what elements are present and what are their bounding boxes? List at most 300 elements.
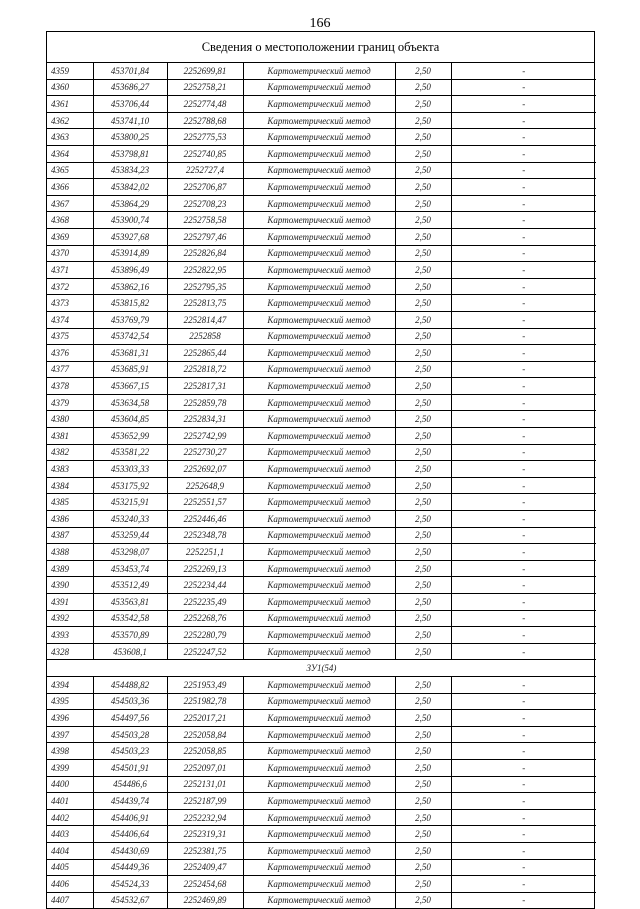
point-number-cell: 4366 bbox=[47, 179, 93, 196]
table-row bbox=[47, 112, 596, 129]
x-coordinate-cell: 453259,44 bbox=[93, 527, 167, 544]
point-number-cell: 4400 bbox=[47, 776, 93, 793]
y-coordinate-cell: 2252269,13 bbox=[167, 560, 243, 577]
point-number-cell: 4386 bbox=[47, 511, 93, 528]
accuracy-cell: 2,50 bbox=[395, 245, 451, 262]
accuracy-cell: 2,50 bbox=[395, 892, 451, 908]
note-cell: - bbox=[451, 145, 596, 162]
point-number-cell: 4397 bbox=[47, 726, 93, 743]
method-cell: Картометрический метод bbox=[243, 627, 395, 644]
point-number-cell: 4359 bbox=[47, 63, 93, 79]
note-cell: - bbox=[451, 876, 596, 893]
x-coordinate-cell: 453741,10 bbox=[93, 112, 167, 129]
method-cell: Картометрический метод bbox=[243, 79, 395, 96]
accuracy-cell: 2,50 bbox=[395, 594, 451, 611]
accuracy-cell: 2,50 bbox=[395, 361, 451, 378]
method-cell: Картометрический метод bbox=[243, 477, 395, 494]
x-coordinate-cell: 453563,81 bbox=[93, 594, 167, 611]
table-heading: Сведения о местоположении границ объекта bbox=[47, 32, 594, 63]
note-cell: - bbox=[451, 776, 596, 793]
x-coordinate-cell: 453914,89 bbox=[93, 245, 167, 262]
table-row bbox=[47, 859, 596, 876]
y-coordinate-cell: 2252017,21 bbox=[167, 710, 243, 727]
y-coordinate-cell: 2252795,35 bbox=[167, 278, 243, 295]
method-cell: Картометрический метод bbox=[243, 411, 395, 428]
note-cell: - bbox=[451, 195, 596, 212]
method-cell: Картометрический метод bbox=[243, 876, 395, 893]
accuracy-cell: 2,50 bbox=[395, 345, 451, 362]
table-row bbox=[47, 96, 596, 113]
y-coordinate-cell: 2252865,44 bbox=[167, 345, 243, 362]
note-cell: - bbox=[451, 477, 596, 494]
accuracy-cell: 2,50 bbox=[395, 228, 451, 245]
table-row bbox=[47, 793, 596, 810]
x-coordinate-cell: 453453,74 bbox=[93, 560, 167, 577]
y-coordinate-cell: 2252758,58 bbox=[167, 212, 243, 229]
table-row bbox=[47, 345, 596, 362]
note-cell: - bbox=[451, 228, 596, 245]
y-coordinate-cell: 2252818,72 bbox=[167, 361, 243, 378]
note-cell: - bbox=[451, 278, 596, 295]
table-row bbox=[47, 726, 596, 743]
y-coordinate-cell: 2252234,44 bbox=[167, 577, 243, 594]
point-number-cell: 4365 bbox=[47, 162, 93, 179]
y-coordinate-cell: 2252247,52 bbox=[167, 643, 243, 660]
table-row bbox=[47, 892, 596, 908]
point-number-cell: 4369 bbox=[47, 228, 93, 245]
note-cell: - bbox=[451, 262, 596, 279]
x-coordinate-cell: 453706,44 bbox=[93, 96, 167, 113]
y-coordinate-cell: 2252797,46 bbox=[167, 228, 243, 245]
method-cell: Картометрический метод bbox=[243, 776, 395, 793]
point-number-cell: 4367 bbox=[47, 195, 93, 212]
method-cell: Картометрический метод bbox=[243, 743, 395, 760]
accuracy-cell: 2,50 bbox=[395, 295, 451, 312]
method-cell: Картометрический метод bbox=[243, 643, 395, 660]
method-cell: Картометрический метод bbox=[243, 527, 395, 544]
x-coordinate-cell: 453769,79 bbox=[93, 311, 167, 328]
note-cell: - bbox=[451, 461, 596, 478]
accuracy-cell: 2,50 bbox=[395, 643, 451, 660]
x-coordinate-cell: 453685,91 bbox=[93, 361, 167, 378]
table-row bbox=[47, 560, 596, 577]
accuracy-cell: 2,50 bbox=[395, 394, 451, 411]
section-label: ЗУ1(54) bbox=[47, 660, 596, 677]
y-coordinate-cell: 2252822,95 bbox=[167, 262, 243, 279]
y-coordinate-cell: 2252858 bbox=[167, 328, 243, 345]
point-number-cell: 4396 bbox=[47, 710, 93, 727]
note-cell: - bbox=[451, 793, 596, 810]
point-number-cell: 4398 bbox=[47, 743, 93, 760]
x-coordinate-cell: 454503,36 bbox=[93, 693, 167, 710]
method-cell: Картометрический метод bbox=[243, 228, 395, 245]
accuracy-cell: 2,50 bbox=[395, 378, 451, 395]
note-cell: - bbox=[451, 494, 596, 511]
method-cell: Картометрический метод bbox=[243, 610, 395, 627]
table-row bbox=[47, 743, 596, 760]
point-number-cell: 4375 bbox=[47, 328, 93, 345]
x-coordinate-cell: 453512,49 bbox=[93, 577, 167, 594]
x-coordinate-cell: 454430,69 bbox=[93, 842, 167, 859]
note-cell: - bbox=[451, 162, 596, 179]
coordinates-table-body bbox=[47, 63, 596, 908]
accuracy-cell: 2,50 bbox=[395, 577, 451, 594]
method-cell: Картометрический метод bbox=[243, 693, 395, 710]
y-coordinate-cell: 2252251,1 bbox=[167, 544, 243, 561]
accuracy-cell: 2,50 bbox=[395, 311, 451, 328]
accuracy-cell: 2,50 bbox=[395, 793, 451, 810]
table-row bbox=[47, 627, 596, 644]
note-cell: - bbox=[451, 96, 596, 113]
y-coordinate-cell: 2252788,68 bbox=[167, 112, 243, 129]
method-cell: Картометрический метод bbox=[243, 145, 395, 162]
table-row bbox=[47, 129, 596, 146]
x-coordinate-cell: 453686,27 bbox=[93, 79, 167, 96]
accuracy-cell: 2,50 bbox=[395, 112, 451, 129]
note-cell: - bbox=[451, 743, 596, 760]
point-number-cell: 4383 bbox=[47, 461, 93, 478]
note-cell: - bbox=[451, 79, 596, 96]
note-cell: - bbox=[451, 726, 596, 743]
note-cell: - bbox=[451, 345, 596, 362]
y-coordinate-cell: 2251982,78 bbox=[167, 693, 243, 710]
note-cell: - bbox=[451, 560, 596, 577]
point-number-cell: 4371 bbox=[47, 262, 93, 279]
method-cell: Картометрический метод bbox=[243, 179, 395, 196]
x-coordinate-cell: 454503,28 bbox=[93, 726, 167, 743]
y-coordinate-cell: 2252758,21 bbox=[167, 79, 243, 96]
point-number-cell: 4385 bbox=[47, 494, 93, 511]
note-cell: - bbox=[451, 328, 596, 345]
point-number-cell: 4401 bbox=[47, 793, 93, 810]
point-number-cell: 4382 bbox=[47, 444, 93, 461]
accuracy-cell: 2,50 bbox=[395, 411, 451, 428]
note-cell: - bbox=[451, 610, 596, 627]
method-cell: Картометрический метод bbox=[243, 129, 395, 146]
x-coordinate-cell: 453652,99 bbox=[93, 428, 167, 445]
table-row bbox=[47, 228, 596, 245]
point-number-cell: 4362 bbox=[47, 112, 93, 129]
coordinates-table bbox=[47, 63, 596, 908]
accuracy-cell: 2,50 bbox=[395, 610, 451, 627]
y-coordinate-cell: 2252648,9 bbox=[167, 477, 243, 494]
note-cell: - bbox=[451, 361, 596, 378]
point-number-cell: 4374 bbox=[47, 311, 93, 328]
method-cell: Картометрический метод bbox=[243, 428, 395, 445]
point-number-cell: 4391 bbox=[47, 594, 93, 611]
x-coordinate-cell: 453581,22 bbox=[93, 444, 167, 461]
point-number-cell: 4378 bbox=[47, 378, 93, 395]
point-number-cell: 4360 bbox=[47, 79, 93, 96]
table-row bbox=[47, 394, 596, 411]
point-number-cell: 4395 bbox=[47, 693, 93, 710]
method-cell: Картометрический метод bbox=[243, 809, 395, 826]
table-row bbox=[47, 577, 596, 594]
note-cell: - bbox=[451, 311, 596, 328]
x-coordinate-cell: 454406,91 bbox=[93, 809, 167, 826]
table-row bbox=[47, 212, 596, 229]
table-row bbox=[47, 494, 596, 511]
table-row bbox=[47, 527, 596, 544]
y-coordinate-cell: 2252187,99 bbox=[167, 793, 243, 810]
method-cell: Картометрический метод bbox=[243, 511, 395, 528]
note-cell: - bbox=[451, 643, 596, 660]
point-number-cell: 4384 bbox=[47, 477, 93, 494]
point-number-cell: 4392 bbox=[47, 610, 93, 627]
accuracy-cell: 2,50 bbox=[395, 129, 451, 146]
point-number-cell: 4406 bbox=[47, 876, 93, 893]
method-cell: Картометрический метод bbox=[243, 494, 395, 511]
y-coordinate-cell: 2252469,89 bbox=[167, 892, 243, 908]
x-coordinate-cell: 454439,74 bbox=[93, 793, 167, 810]
table-row bbox=[47, 162, 596, 179]
y-coordinate-cell: 2252232,94 bbox=[167, 809, 243, 826]
accuracy-cell: 2,50 bbox=[395, 195, 451, 212]
accuracy-cell: 2,50 bbox=[395, 212, 451, 229]
accuracy-cell: 2,50 bbox=[395, 743, 451, 760]
method-cell: Картометрический метод bbox=[243, 295, 395, 312]
table-row bbox=[47, 676, 596, 693]
accuracy-cell: 2,50 bbox=[395, 444, 451, 461]
table-row bbox=[47, 328, 596, 345]
x-coordinate-cell: 453896,49 bbox=[93, 262, 167, 279]
note-cell: - bbox=[451, 693, 596, 710]
x-coordinate-cell: 453681,31 bbox=[93, 345, 167, 362]
note-cell: - bbox=[451, 544, 596, 561]
note-cell: - bbox=[451, 842, 596, 859]
method-cell: Картометрический метод bbox=[243, 212, 395, 229]
method-cell: Картометрический метод bbox=[243, 544, 395, 561]
table-row bbox=[47, 195, 596, 212]
accuracy-cell: 2,50 bbox=[395, 527, 451, 544]
accuracy-cell: 2,50 bbox=[395, 809, 451, 826]
point-number-cell: 4381 bbox=[47, 428, 93, 445]
accuracy-cell: 2,50 bbox=[395, 63, 451, 79]
x-coordinate-cell: 454497,56 bbox=[93, 710, 167, 727]
point-number-cell: 4370 bbox=[47, 245, 93, 262]
table-row bbox=[47, 411, 596, 428]
x-coordinate-cell: 454406,64 bbox=[93, 826, 167, 843]
note-cell: - bbox=[451, 594, 596, 611]
x-coordinate-cell: 453298,07 bbox=[93, 544, 167, 561]
y-coordinate-cell: 2252727,4 bbox=[167, 162, 243, 179]
accuracy-cell: 2,50 bbox=[395, 759, 451, 776]
y-coordinate-cell: 2252774,48 bbox=[167, 96, 243, 113]
method-cell: Картометрический метод bbox=[243, 826, 395, 843]
x-coordinate-cell: 453800,25 bbox=[93, 129, 167, 146]
x-coordinate-cell: 454488,82 bbox=[93, 676, 167, 693]
table-row bbox=[47, 826, 596, 843]
x-coordinate-cell: 454501,91 bbox=[93, 759, 167, 776]
note-cell: - bbox=[451, 710, 596, 727]
method-cell: Картометрический метод bbox=[243, 461, 395, 478]
note-cell: - bbox=[451, 826, 596, 843]
note-cell: - bbox=[451, 245, 596, 262]
note-cell: - bbox=[451, 527, 596, 544]
y-coordinate-cell: 2252775,53 bbox=[167, 129, 243, 146]
table-row bbox=[47, 710, 596, 727]
accuracy-cell: 2,50 bbox=[395, 560, 451, 577]
accuracy-cell: 2,50 bbox=[395, 262, 451, 279]
method-cell: Картометрический метод bbox=[243, 162, 395, 179]
accuracy-cell: 2,50 bbox=[395, 676, 451, 693]
x-coordinate-cell: 453842,02 bbox=[93, 179, 167, 196]
point-number-cell: 4403 bbox=[47, 826, 93, 843]
note-cell: - bbox=[451, 411, 596, 428]
table-row bbox=[47, 544, 596, 561]
method-cell: Картометрический метод bbox=[243, 444, 395, 461]
x-coordinate-cell: 453798,81 bbox=[93, 145, 167, 162]
note-cell: - bbox=[451, 444, 596, 461]
y-coordinate-cell: 2252348,78 bbox=[167, 527, 243, 544]
x-coordinate-cell: 453927,68 bbox=[93, 228, 167, 245]
y-coordinate-cell: 2252058,84 bbox=[167, 726, 243, 743]
method-cell: Картометрический метод bbox=[243, 96, 395, 113]
point-number-cell: 4389 bbox=[47, 560, 93, 577]
table-row bbox=[47, 311, 596, 328]
note-cell: - bbox=[451, 511, 596, 528]
accuracy-cell: 2,50 bbox=[395, 79, 451, 96]
boundary-table-sheet bbox=[46, 31, 595, 909]
note-cell: - bbox=[451, 759, 596, 776]
table-row bbox=[47, 428, 596, 445]
y-coordinate-cell: 2252706,87 bbox=[167, 179, 243, 196]
note-cell: - bbox=[451, 577, 596, 594]
note-cell: - bbox=[451, 129, 596, 146]
table-row bbox=[47, 145, 596, 162]
note-cell: - bbox=[451, 112, 596, 129]
section-row bbox=[47, 660, 596, 677]
table-row bbox=[47, 79, 596, 96]
note-cell: - bbox=[451, 428, 596, 445]
table-row bbox=[47, 179, 596, 196]
accuracy-cell: 2,50 bbox=[395, 477, 451, 494]
y-coordinate-cell: 2252730,27 bbox=[167, 444, 243, 461]
y-coordinate-cell: 2252235,49 bbox=[167, 594, 243, 611]
point-number-cell: 4379 bbox=[47, 394, 93, 411]
point-number-cell: 4399 bbox=[47, 759, 93, 776]
note-cell: - bbox=[451, 892, 596, 908]
table-row bbox=[47, 693, 596, 710]
accuracy-cell: 2,50 bbox=[395, 511, 451, 528]
y-coordinate-cell: 2252826,84 bbox=[167, 245, 243, 262]
point-number-cell: 4388 bbox=[47, 544, 93, 561]
x-coordinate-cell: 453834,23 bbox=[93, 162, 167, 179]
note-cell: - bbox=[451, 809, 596, 826]
y-coordinate-cell: 2252814,47 bbox=[167, 311, 243, 328]
note-cell: - bbox=[451, 627, 596, 644]
y-coordinate-cell: 2252859,78 bbox=[167, 394, 243, 411]
point-number-cell: 4363 bbox=[47, 129, 93, 146]
y-coordinate-cell: 2252692,07 bbox=[167, 461, 243, 478]
accuracy-cell: 2,50 bbox=[395, 627, 451, 644]
table-row bbox=[47, 759, 596, 776]
x-coordinate-cell: 453604,85 bbox=[93, 411, 167, 428]
method-cell: Картометрический метод bbox=[243, 278, 395, 295]
point-number-cell: 4387 bbox=[47, 527, 93, 544]
method-cell: Картометрический метод bbox=[243, 726, 395, 743]
point-number-cell: 4328 bbox=[47, 643, 93, 660]
accuracy-cell: 2,50 bbox=[395, 494, 451, 511]
accuracy-cell: 2,50 bbox=[395, 96, 451, 113]
point-number-cell: 4373 bbox=[47, 295, 93, 312]
y-coordinate-cell: 2252708,23 bbox=[167, 195, 243, 212]
y-coordinate-cell: 2252409,47 bbox=[167, 859, 243, 876]
accuracy-cell: 2,50 bbox=[395, 179, 451, 196]
method-cell: Картометрический метод bbox=[243, 311, 395, 328]
table-row bbox=[47, 809, 596, 826]
x-coordinate-cell: 453542,58 bbox=[93, 610, 167, 627]
table-row bbox=[47, 245, 596, 262]
y-coordinate-cell: 2252742,99 bbox=[167, 428, 243, 445]
y-coordinate-cell: 2252699,81 bbox=[167, 63, 243, 79]
method-cell: Картометрический метод bbox=[243, 245, 395, 262]
accuracy-cell: 2,50 bbox=[395, 544, 451, 561]
method-cell: Картометрический метод bbox=[243, 676, 395, 693]
y-coordinate-cell: 2252834,31 bbox=[167, 411, 243, 428]
point-number-cell: 4372 bbox=[47, 278, 93, 295]
method-cell: Картометрический метод bbox=[243, 577, 395, 594]
accuracy-cell: 2,50 bbox=[395, 726, 451, 743]
y-coordinate-cell: 2252097,01 bbox=[167, 759, 243, 776]
table-row bbox=[47, 477, 596, 494]
x-coordinate-cell: 453303,33 bbox=[93, 461, 167, 478]
table-row bbox=[47, 511, 596, 528]
x-coordinate-cell: 453240,33 bbox=[93, 511, 167, 528]
method-cell: Картометрический метод bbox=[243, 759, 395, 776]
method-cell: Картометрический метод bbox=[243, 859, 395, 876]
method-cell: Картометрический метод bbox=[243, 262, 395, 279]
method-cell: Картометрический метод bbox=[243, 328, 395, 345]
accuracy-cell: 2,50 bbox=[395, 859, 451, 876]
y-coordinate-cell: 2252381,75 bbox=[167, 842, 243, 859]
method-cell: Картометрический метод bbox=[243, 594, 395, 611]
note-cell: - bbox=[451, 295, 596, 312]
note-cell: - bbox=[451, 378, 596, 395]
x-coordinate-cell: 453742,54 bbox=[93, 328, 167, 345]
table-row bbox=[47, 643, 596, 660]
table-row bbox=[47, 842, 596, 859]
x-coordinate-cell: 454486,6 bbox=[93, 776, 167, 793]
table-row bbox=[47, 776, 596, 793]
point-number-cell: 4364 bbox=[47, 145, 93, 162]
y-coordinate-cell: 2252454,68 bbox=[167, 876, 243, 893]
accuracy-cell: 2,50 bbox=[395, 842, 451, 859]
note-cell: - bbox=[451, 676, 596, 693]
point-number-cell: 4368 bbox=[47, 212, 93, 229]
table-row bbox=[47, 278, 596, 295]
x-coordinate-cell: 454449,36 bbox=[93, 859, 167, 876]
x-coordinate-cell: 453900,74 bbox=[93, 212, 167, 229]
x-coordinate-cell: 453864,29 bbox=[93, 195, 167, 212]
y-coordinate-cell: 2252817,31 bbox=[167, 378, 243, 395]
table-row bbox=[47, 594, 596, 611]
note-cell: - bbox=[451, 179, 596, 196]
x-coordinate-cell: 453815,82 bbox=[93, 295, 167, 312]
note-cell: - bbox=[451, 212, 596, 229]
note-cell: - bbox=[451, 859, 596, 876]
method-cell: Картометрический метод bbox=[243, 378, 395, 395]
point-number-cell: 4361 bbox=[47, 96, 93, 113]
x-coordinate-cell: 453570,89 bbox=[93, 627, 167, 644]
x-coordinate-cell: 454524,33 bbox=[93, 876, 167, 893]
x-coordinate-cell: 454532,67 bbox=[93, 892, 167, 908]
point-number-cell: 4404 bbox=[47, 842, 93, 859]
method-cell: Картометрический метод bbox=[243, 793, 395, 810]
table-row bbox=[47, 876, 596, 893]
note-cell: - bbox=[451, 394, 596, 411]
table-row bbox=[47, 610, 596, 627]
